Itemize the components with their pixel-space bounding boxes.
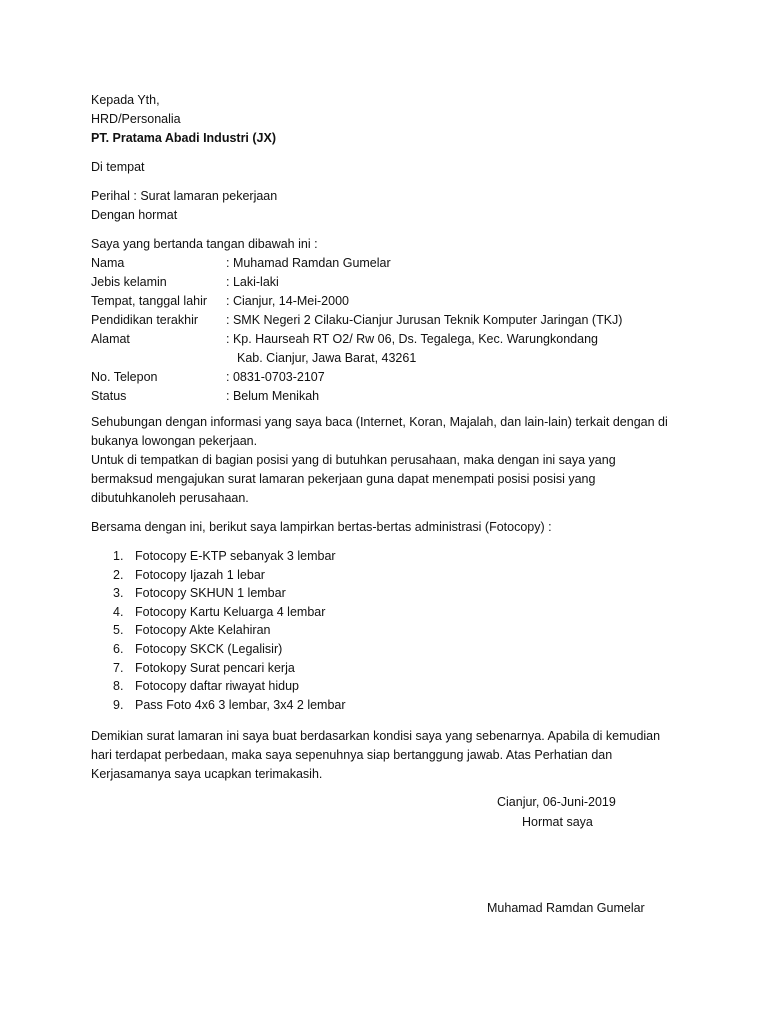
- address-continuation: Kab. Cianjur, Jawa Barat, 43261: [237, 351, 417, 365]
- field-value: : Muhamad Ramdan Gumelar: [226, 256, 391, 270]
- list-item: [113, 547, 346, 566]
- list-number: 8.: [113, 679, 124, 694]
- field-value: : Cianjur, 14-Mei-2000: [226, 294, 349, 308]
- list-text: Fotocopy SKCK (Legalisir): [135, 641, 283, 656]
- list-item: [113, 696, 346, 715]
- list-number: 3.: [113, 586, 124, 601]
- list-number: 9.: [113, 697, 124, 712]
- list-text: Fotocopy Kartu Keluarga 4 lembar: [135, 604, 326, 619]
- list-number: 4.: [113, 604, 124, 619]
- field-row: [91, 273, 691, 292]
- field-value: : Laki-laki: [226, 275, 279, 289]
- field-value: : SMK Negeri 2 Cilaku-Cianjur Jurusan Teknik Komputer Jaringan (TKJ): [226, 313, 623, 327]
- letter-date: Cianjur, 06-Juni-2019: [497, 795, 616, 809]
- attachments-list: [113, 547, 346, 714]
- body-paragraph: [91, 413, 691, 508]
- regards-line: Hormat saya: [522, 815, 593, 829]
- field-row: [91, 330, 691, 349]
- subject-line: Perihal : Surat lamaran pekerjaan: [91, 189, 278, 203]
- list-text: Fotocopy SKHUN 1 lembar: [135, 586, 286, 601]
- field-row: [91, 292, 691, 311]
- field-label: Jebis kelamin: [91, 275, 167, 289]
- field-value: : Kp. Haurseah RT O2/ Rw 06, Ds. Tegalega, Kec. Warungkondang: [226, 332, 598, 346]
- list-item: [113, 621, 346, 640]
- list-number: 7.: [113, 660, 124, 675]
- identity-intro: Saya yang bertanda tangan dibawah ini :: [91, 237, 318, 251]
- list-number: 6.: [113, 641, 124, 656]
- field-label: No. Telepon: [91, 370, 158, 384]
- paragraph-line: hari terdapat perbedaan, maka saya sepenuhnya siap bertanggung jawab. Atas Perhatian dan: [91, 748, 613, 762]
- field-row: [91, 311, 691, 330]
- list-number: 2.: [113, 567, 124, 582]
- list-number: 1.: [113, 549, 124, 563]
- list-text: Fotocopy Ijazah 1 lebar: [135, 567, 265, 582]
- field-label: Status: [91, 389, 127, 403]
- recipient-block: [91, 91, 691, 148]
- list-item: [113, 603, 346, 622]
- identity-block: [91, 235, 691, 406]
- paragraph-line: Sehubungan dengan informasi yang saya baca (Internet, Koran, Majalah, dan lain-lain) terkait dengan di: [91, 415, 668, 429]
- field-row: [91, 368, 691, 387]
- field-row: [91, 254, 691, 273]
- recipient-department: HRD/Personalia: [91, 112, 181, 126]
- recipient-company: PT. Pratama Abadi Industri (JX): [91, 131, 276, 145]
- list-number: 5.: [113, 623, 124, 638]
- paragraph-line: Untuk di tempatkan di bagian posisi yang di butuhkan perusahaan, maka dengan ini saya yang: [91, 453, 616, 467]
- place-text: Di tempat: [91, 160, 145, 174]
- field-label: Tempat, tanggal lahir: [91, 294, 208, 308]
- paragraph-line: dibutuhkanoleh perusahaan.: [91, 491, 249, 505]
- list-item: [113, 566, 346, 585]
- list-item: [113, 677, 346, 696]
- field-label: Pendidikan terakhir: [91, 313, 199, 327]
- subject-block: [91, 187, 691, 225]
- field-value: : Belum Menikah: [226, 389, 320, 403]
- list-item: [113, 640, 346, 659]
- paragraph-line: bukanya lowongan pekerjaan.: [91, 434, 258, 448]
- field-value: : 0831-0703-2107: [226, 370, 325, 384]
- list-item: [113, 584, 346, 603]
- paragraph-line: Kerjasamanya saya ucapkan terimakasih.: [91, 767, 323, 781]
- attachments-intro: [91, 518, 691, 537]
- list-item: [113, 659, 346, 678]
- list-text: Pass Foto 4x6 3 lembar, 3x4 2 lembar: [135, 697, 346, 712]
- field-row: [91, 387, 691, 406]
- paragraph-line: Demikian surat lamaran ini saya buat berdasarkan kondisi saya yang sebenarnya. Apabila di kemudian: [91, 729, 661, 743]
- field-label: Nama: [91, 256, 125, 270]
- list-text: Fotocopy daftar riwayat hidup: [135, 679, 299, 694]
- recipient-line: Kepada Yth,: [91, 93, 160, 107]
- greeting-line: Dengan hormat: [91, 208, 178, 222]
- signer-name: Muhamad Ramdan Gumelar: [487, 901, 645, 915]
- place-line: [91, 158, 691, 177]
- list-text: Fotokopy Surat pencari kerja: [135, 660, 295, 675]
- paragraph-line: bermaksud mengajukan surat lamaran pekerjaan guna dapat menempati posisi posisi yang: [91, 472, 596, 486]
- list-text: Fotocopy E-KTP sebanyak 3 lembar: [135, 549, 336, 563]
- closing-paragraph: [91, 727, 691, 784]
- field-label: Alamat: [91, 332, 130, 346]
- list-text: Fotocopy Akte Kelahiran: [135, 623, 271, 638]
- attachments-intro-text: Bersama dengan ini, berikut saya lampirkan bertas-bertas administrasi (Fotocopy) :: [91, 520, 552, 534]
